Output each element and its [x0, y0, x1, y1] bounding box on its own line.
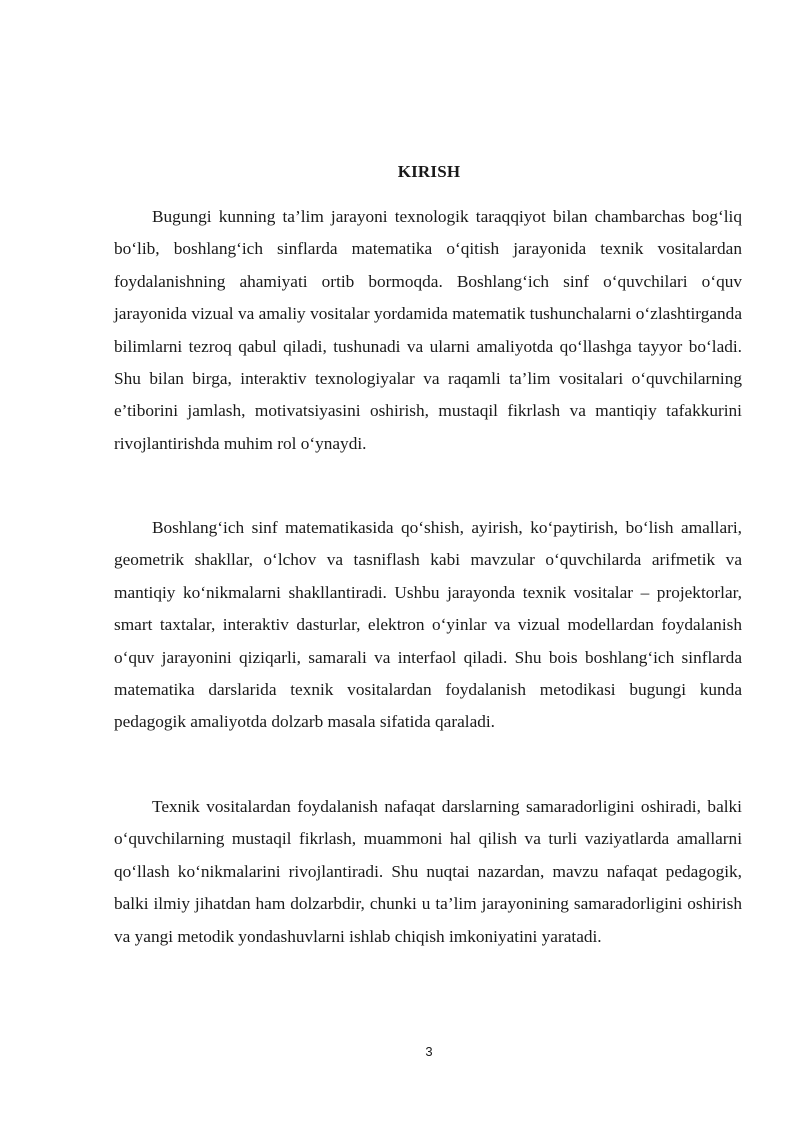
paragraph-1: Bugungi kunning ta’lim jarayoni texnologik taraqqiyot bilan chambarchas bog‘liq bo‘lib, boshlang‘ich sinflarda matematika o‘qitish jarayonida texnik vositalardan foydalanishning ahamiyati ortib bormoqda. Boshlang‘ich sinf o‘quvchilari o‘quv jarayonida vizual va amaliy vositalar yordamida matematik tushunchalarni o‘zlashtirganda bilimlarni tezroq qabul qiladi, tushunadi va ularni amaliyotda qo‘llashga tayyor bo‘ladi. Shu bilan birga, interaktiv texnologiyalar va raqamli ta’lim vositalari o‘quvchilarning e’tiborini jamlash, motivatsiyasini oshirish, mustaqil fikrlash va mantiqiy tafakkurini rivojlantirishda muhim rol o‘ynaydi. [114, 207, 742, 453]
paragraph-3: Texnik vositalardan foydalanish nafaqat darslarning samaradorligini oshiradi, balki o‘quvchilarning mustaqil fikrlash, muammoni hal qilish va turli vaziyatlarda amallarni qo‘llash ko‘nikmalarini rivojlantiradi. Shu nuqtai nazardan, mavzu nafaqat pedagogik, balki ilmiy jihatdan ham dolzarbdir, chunki u ta’lim jarayonining samaradorligini oshirish va yangi metodik yondashuvlarni ishlab chiqish imkoniyatini yaratadi. [114, 797, 742, 946]
page-number: 3 [425, 1044, 433, 1059]
section-heading: KIRISH [397, 162, 461, 181]
paragraph-2: Boshlang‘ich sinf matematikasida qo‘shish, ayirish, ko‘paytirish, bo‘lish amallari, geometrik shakllar, o‘lchov va tasniflash kabi mavzular o‘quvchilarda arifmetik va mantiqiy ko‘nikmalarni shakllantiradi. Ushbu jarayonda texnik vositalar – projektorlar, smart taxtalar, interaktiv dasturlar, elektron o‘yinlar va vizual modellardan foydalanish o‘quv jarayonini qiziqarli, samarali va interfaol qiladi. Shu bois boshlang‘ich sinflarda matematika darslarida texnik vositalardan foydalanish metodikasi bugungi kunda pedagogik amaliyotda dolzarb masala sifatida qaraladi. [114, 518, 742, 732]
